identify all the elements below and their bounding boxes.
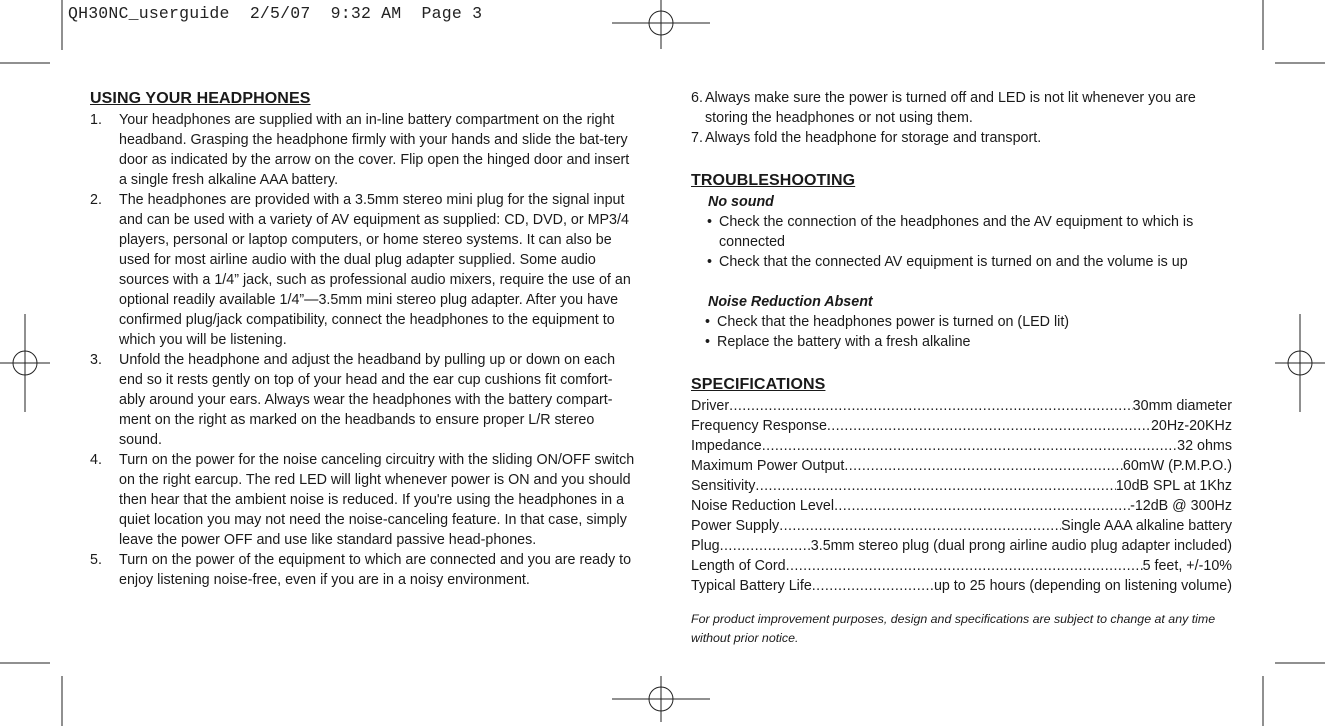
spec-row: Driver ..... 30mm diameter xyxy=(691,396,1232,416)
right-column xyxy=(691,88,1232,648)
usage-step: 3. Unfold the headphone and adjust the headband by pulling up or down on each end so it rests gently on top of your head and the ear cup cushions fit comfort-ably around your ears. Always wear the headphones with the battery compart-ment on the right as marked on the headbands to ensure proper L/R stereo sound. xyxy=(90,352,616,448)
usage-step: 6. Always make sure the power is turned off and LED is not lit whenever you are storing the headphones or not using them. xyxy=(691,90,1196,126)
spec-row: Length of Cord ..... 5 feet, +/-10% xyxy=(691,556,1232,576)
noise-reduction-absent-title: Noise Reduction Absent xyxy=(708,294,873,310)
spec-row: Frequency Response ..... 20Hz-20KHz xyxy=(691,416,1232,436)
spec-row: Maximum Power Output ..... 60mW (P.M.P.O.) xyxy=(691,456,1232,476)
section-heading-troubleshooting: TROUBLESHOOTING xyxy=(691,172,856,189)
usage-step: 1. Your headphones are supplied with an in-line battery compartment on the right headband. Grasping the headphone firmly with your hands and slide the bat-tery door as indicated by the arrow on the cover. Flip open the hinged door and insert a single fresh alkaline AAA battery. xyxy=(90,112,630,188)
section-heading-using: USING YOUR HEADPHONES xyxy=(90,90,311,107)
troubleshoot-bullet: • Check that the connected AV equipment is turned on and the volume is up xyxy=(707,252,1232,272)
no-sound-bullets xyxy=(691,212,1232,272)
registration-mark-top xyxy=(612,0,710,49)
spec-row: Impedance ..... 32 ohms xyxy=(691,436,1232,456)
usage-step: 4. Turn on the power for the noise canceling circuitry with the sliding ON/OFF switch on the right earcup. The red LED will light whenever power is ON and you should then hear that the ambient noise is reduced. If you're using the headphones in a quiet location you may not need the noise-canceling feature. In that case, simply leave the power OFF and use like standard passive head-phones. xyxy=(90,452,635,548)
usage-step: 7. Always fold the headphone for storage and transport. xyxy=(691,130,1042,146)
no-sound-title: No sound xyxy=(708,194,774,210)
usage-step: 2. The headphones are provided with a 3.5mm stereo mini plug for the signal input and can be used with a variety of AV equipment as supplied: CD, DVD, or MP3/4 players, personal or laptop computers, or home stereo systems. It can also be used for most airline audio with the dual plug adapter supplied. Some audio sources with a 1/4” jack, such as professional audio mixers, require the use of an optional readily available 1/4”—3.5mm mini stereo plug adapter. After you have confirmed plug/jack compatibility, connect the headphones to the equipment to which you will be listening. xyxy=(90,192,631,348)
usage-steps-continued xyxy=(691,88,1232,148)
spec-row: Noise Reduction Level ..... -12dB @ 300Hz xyxy=(691,496,1232,516)
spec-row: Sensitivity ..... 10dB SPL at 1Khz xyxy=(691,476,1232,496)
registration-mark-right xyxy=(1275,314,1325,412)
noise-reduction-bullets xyxy=(691,312,1232,352)
left-column xyxy=(90,88,635,590)
troubleshoot-bullet: • Check that the headphones power is turned on (LED lit) xyxy=(705,312,1232,332)
spec-row: Typical Battery Life ..... up to 25 hours (depending on listening volume) xyxy=(691,576,1232,596)
registration-mark-bottom xyxy=(612,676,710,722)
registration-mark-left xyxy=(0,314,50,412)
specifications-table xyxy=(691,396,1232,596)
print-slug-line: QH30NC_userguide 2/5/07 9:32 AM Page 3 xyxy=(68,4,483,23)
troubleshoot-bullet: • Replace the battery with a fresh alkaline xyxy=(705,332,1232,352)
spec-row: Power Supply ..... Single AAA alkaline battery xyxy=(691,516,1232,536)
product-improvement-note: For product improvement purposes, design and specifications are subject to change at any time without prior notice. xyxy=(691,612,1216,645)
section-heading-specifications: SPECIFICATIONS xyxy=(691,376,826,393)
usage-steps xyxy=(90,110,635,590)
spec-row: Plug ..... 3.5mm stereo plug (dual prong airline audio plug adapter included) xyxy=(691,536,1232,556)
troubleshoot-bullet: • Check the connection of the headphones and the AV equipment to which is connected xyxy=(707,212,1232,252)
usage-step: 5. Turn on the power of the equipment to which are connected and you are ready to enjoy listening noise-free, even if you are in a noisy environment. xyxy=(90,552,632,588)
